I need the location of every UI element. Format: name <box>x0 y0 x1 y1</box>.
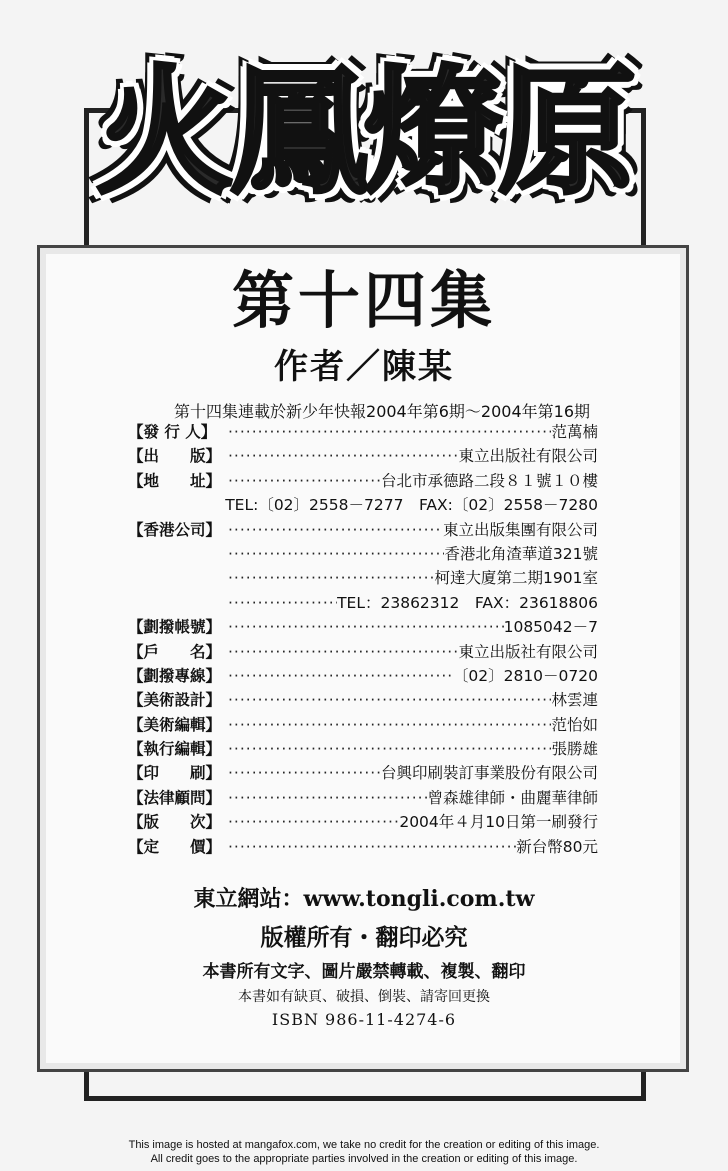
credit-value: 台興印刷裝訂事業股份有限公司 <box>380 764 598 783</box>
dot-leader <box>228 518 443 542</box>
dot-leader <box>228 566 435 590</box>
credit-label: 【劃撥帳號】 <box>128 618 222 637</box>
volume-title: 第十四集 <box>231 264 496 337</box>
credit-label: 【劃撥專線】 <box>128 666 222 685</box>
hosting-watermark <box>0 1138 728 1166</box>
credit-row <box>128 810 598 834</box>
credit-value: 范萬楠 <box>551 423 598 441</box>
credit-value: 林雲連 <box>551 691 598 710</box>
watermark-line: This image is hosted at mangafox.com, we take no credit for the creation or editing of this image. <box>128 1139 600 1151</box>
credit-value: 東立出版社有限公司 <box>458 447 598 466</box>
dot-leader <box>228 786 427 810</box>
credit-row <box>128 640 598 664</box>
credit-row <box>128 444 598 468</box>
credit-value: 新台幣80元 <box>516 837 598 856</box>
credit-row <box>128 566 598 590</box>
credit-row <box>128 761 598 785</box>
credit-value: 2004年４月10日第一刷發行 <box>399 813 598 832</box>
dot-leader <box>228 761 381 785</box>
dot-leader <box>228 591 337 615</box>
credit-row <box>128 542 598 566</box>
rights-notice: 本書所有文字、圖片嚴禁轉載、複製、翻印 <box>202 962 526 982</box>
credit-label: 【執行編輯】 <box>128 740 222 759</box>
credit-row <box>128 420 598 444</box>
credit-row <box>128 493 598 517</box>
credit-value: 〔02〕2810－0720 <box>452 666 598 685</box>
credit-row <box>128 615 598 639</box>
credit-row <box>128 591 598 615</box>
dot-leader <box>228 615 504 639</box>
dot-leader <box>228 810 399 834</box>
credit-row <box>128 688 598 712</box>
credit-row <box>128 835 598 859</box>
credit-label: 【香港公司】 <box>128 520 222 539</box>
credit-value: 香港北角渣華道321號 <box>444 544 598 563</box>
dot-leader <box>228 469 381 493</box>
credit-label: 【美術編輯】 <box>128 715 222 734</box>
return-notice: 本書如有缺頁、破損、倒裝、請寄回更換 <box>238 989 490 1005</box>
credit-label: 【定 價】 <box>128 837 222 856</box>
credit-row <box>128 518 598 542</box>
title-logo <box>96 38 633 228</box>
dot-leader <box>228 444 458 468</box>
credit-row <box>128 664 598 688</box>
credit-value: 張勝雄 <box>551 740 598 759</box>
dot-leader <box>228 737 551 761</box>
credit-value: TEL：23862312 FAX：23618806 <box>337 593 598 612</box>
credit-label: 【法律顧問】 <box>128 788 222 807</box>
credit-row <box>128 786 598 810</box>
serialization-note: 第十四集連載於新少年快報2004年第6期～2004年第16期 <box>174 402 590 421</box>
dot-leader <box>228 835 516 859</box>
isbn: ISBN 986-11-4274-6 <box>271 1010 457 1029</box>
credit-row <box>128 737 598 761</box>
watermark-line: All credit goes to the appropriate parties involved in the creation or editing of this image. <box>150 1153 578 1165</box>
credit-value: 東立出版集團有限公司 <box>442 520 598 539</box>
credit-value: 范怡如 <box>551 715 598 734</box>
credit-value: 東立出版社有限公司 <box>458 642 598 661</box>
dot-leader <box>228 664 453 688</box>
credit-row <box>128 469 598 493</box>
manga-title: 火鳳燎原 <box>96 52 633 213</box>
credit-value: 曾森雄律師・曲麗華律師 <box>427 788 598 807</box>
credit-label: 【地 址】 <box>128 471 222 490</box>
credit-label: 【印 刷】 <box>128 764 222 783</box>
credit-label: 【戶 名】 <box>128 642 222 661</box>
credit-row <box>128 713 598 737</box>
credit-value: TEL:〔02〕2558－7277 FAX:〔02〕2558－7280 <box>225 496 598 515</box>
dot-leader <box>228 688 551 712</box>
credit-value: 柯達大廈第二期1901室 <box>434 569 598 588</box>
dot-leader <box>228 542 444 566</box>
credit-label: 【美術設計】 <box>128 691 222 710</box>
website-link[interactable]: 東立網站：www.tongli.com.tw <box>193 886 535 912</box>
credit-label: 【發 行 人】 <box>128 423 217 441</box>
dot-leader <box>228 420 551 444</box>
credit-label: 【出 版】 <box>128 447 222 466</box>
dot-leader <box>228 713 551 737</box>
credit-value: 台北市承德路二段８１號１０樓 <box>380 471 598 490</box>
credit-value: 1085042－7 <box>503 618 598 637</box>
copyright-notice: 版權所有・翻印必究 <box>260 924 468 951</box>
dot-leader <box>228 640 458 664</box>
author-line: 作者／陳某 <box>274 347 454 387</box>
credits-list <box>128 420 598 859</box>
credit-label: 【版 次】 <box>128 813 222 832</box>
